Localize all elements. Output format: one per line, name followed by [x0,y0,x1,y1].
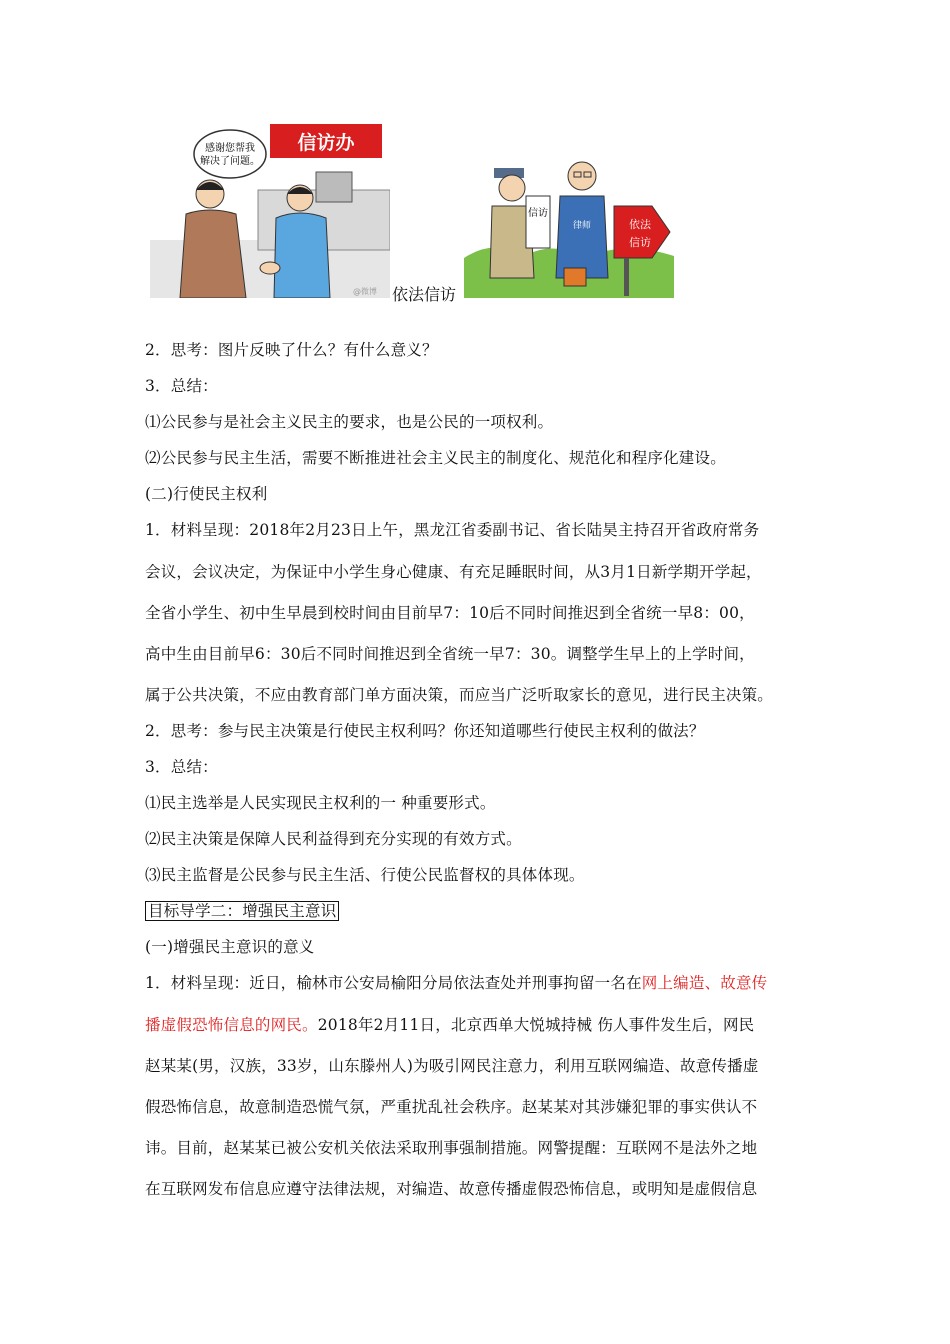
section-heading-2: (二)行使民主权利 [145,485,268,503]
bubble-line1: 感谢您帮我 [205,143,255,154]
summary-point-4: ⑵民主决策是保障人民利益得到充分实现的有效方式。 [145,830,522,848]
goal-section-title: 目标导学二：增强民主意识 [145,901,339,921]
figure-caption: 依法信访 [392,285,457,304]
material-line-3: 全省小学生、初中生早晨到校时间由目前早7：10后不同时间推迟到全省统一早8：00， [145,604,755,622]
news-line-1-text: 1．材料呈现：近日，榆林市公安局榆阳分局依法查处并刑事拘留一名在 [145,974,642,992]
material-line-2: 会议，会议决定，为保证中小学生身心健康、有充足睡眠时间，从3月1日新学期开学起， [145,563,762,581]
bubble-line2: 解决了问题。 [200,156,260,167]
material-line-5: 属于公共决策，不应由教育部门单方面决策，而应当广泛听取家长的意见，进行民主决策。 [145,686,774,704]
news-line-5: 讳。目前，赵某某已被公安机关依法采取刑事强制措施。网警提醒：互联网不是法外之地 [145,1139,758,1157]
news-line-4: 假恐怖信息，故意制造恐慌气氛，严重扰乱社会秩序。赵某某对其涉嫌犯罪的事实供认不 [145,1098,758,1116]
news-line-2-text: 2018年2月11日，北京西单大悦城持械 伤人事件发生后，网民 [317,1016,755,1034]
arrow-line1: 依法 [629,218,651,231]
sign-text: 信访办 [297,132,355,154]
news-line-3: 赵某某(男，汉族，33岁，山东滕州人)为吸引网民注意力，利用互联网编造、故意传播虚 [145,1057,759,1075]
summary-point-3: ⑴民主选举是人民实现民主权利的一 种重要形式。 [145,794,496,812]
summary-heading-1: 3．总结： [145,377,218,395]
news-line-1 [145,971,767,993]
summary-point-5: ⑶民主监督是公民参与民主生活、行使公民监督权的具体体现。 [145,866,585,884]
material-line-1: 1．材料呈现：2018年2月23日上午，黑龙江省委副书记、省长陆昊主持召开省政府常务 [145,521,760,539]
think-question-2: 2．思考：参与民主决策是行使民主权利吗？你还知道哪些行使民主权利的做法？ [145,722,705,740]
illustration-row [150,122,670,312]
watermark: @微博 [353,287,377,296]
petition-office-illustration [150,122,390,298]
news-line-2 [145,1013,754,1035]
summary-point-2: ⑵公民参与民主生活，需要不断推进社会主义民主的制度化、规范化和程序化建设。 [145,449,726,467]
lawful-petition-illustration [464,128,674,308]
news-line-6: 在互联网发布信息应遵守法律法规，对编造、故意传播虚假恐怖信息，或明知是虚假信息 [145,1180,758,1198]
summary-point-1: ⑴公民参与是社会主义民主的要求，也是公民的一项权利。 [145,413,554,431]
news-highlight-1: 网上编造、故意传 [641,974,768,992]
section-heading-3: (一)增强民主意识的意义 [145,938,315,956]
news-highlight-2: 播虚假恐怖信息的网民。 [145,1016,318,1034]
paper-text: 信访 [528,208,548,219]
badge-text: 律师 [572,221,592,231]
summary-heading-2: 3．总结： [145,758,218,776]
arrow-line2: 信访 [629,236,651,249]
material-line-4: 高中生由目前早6：30后不同时间推迟到全省统一早7：30。调整学生早上的上学时间， [145,645,755,663]
think-question-1: 2．思考：图片反映了什么？有什么意义？ [145,341,438,359]
